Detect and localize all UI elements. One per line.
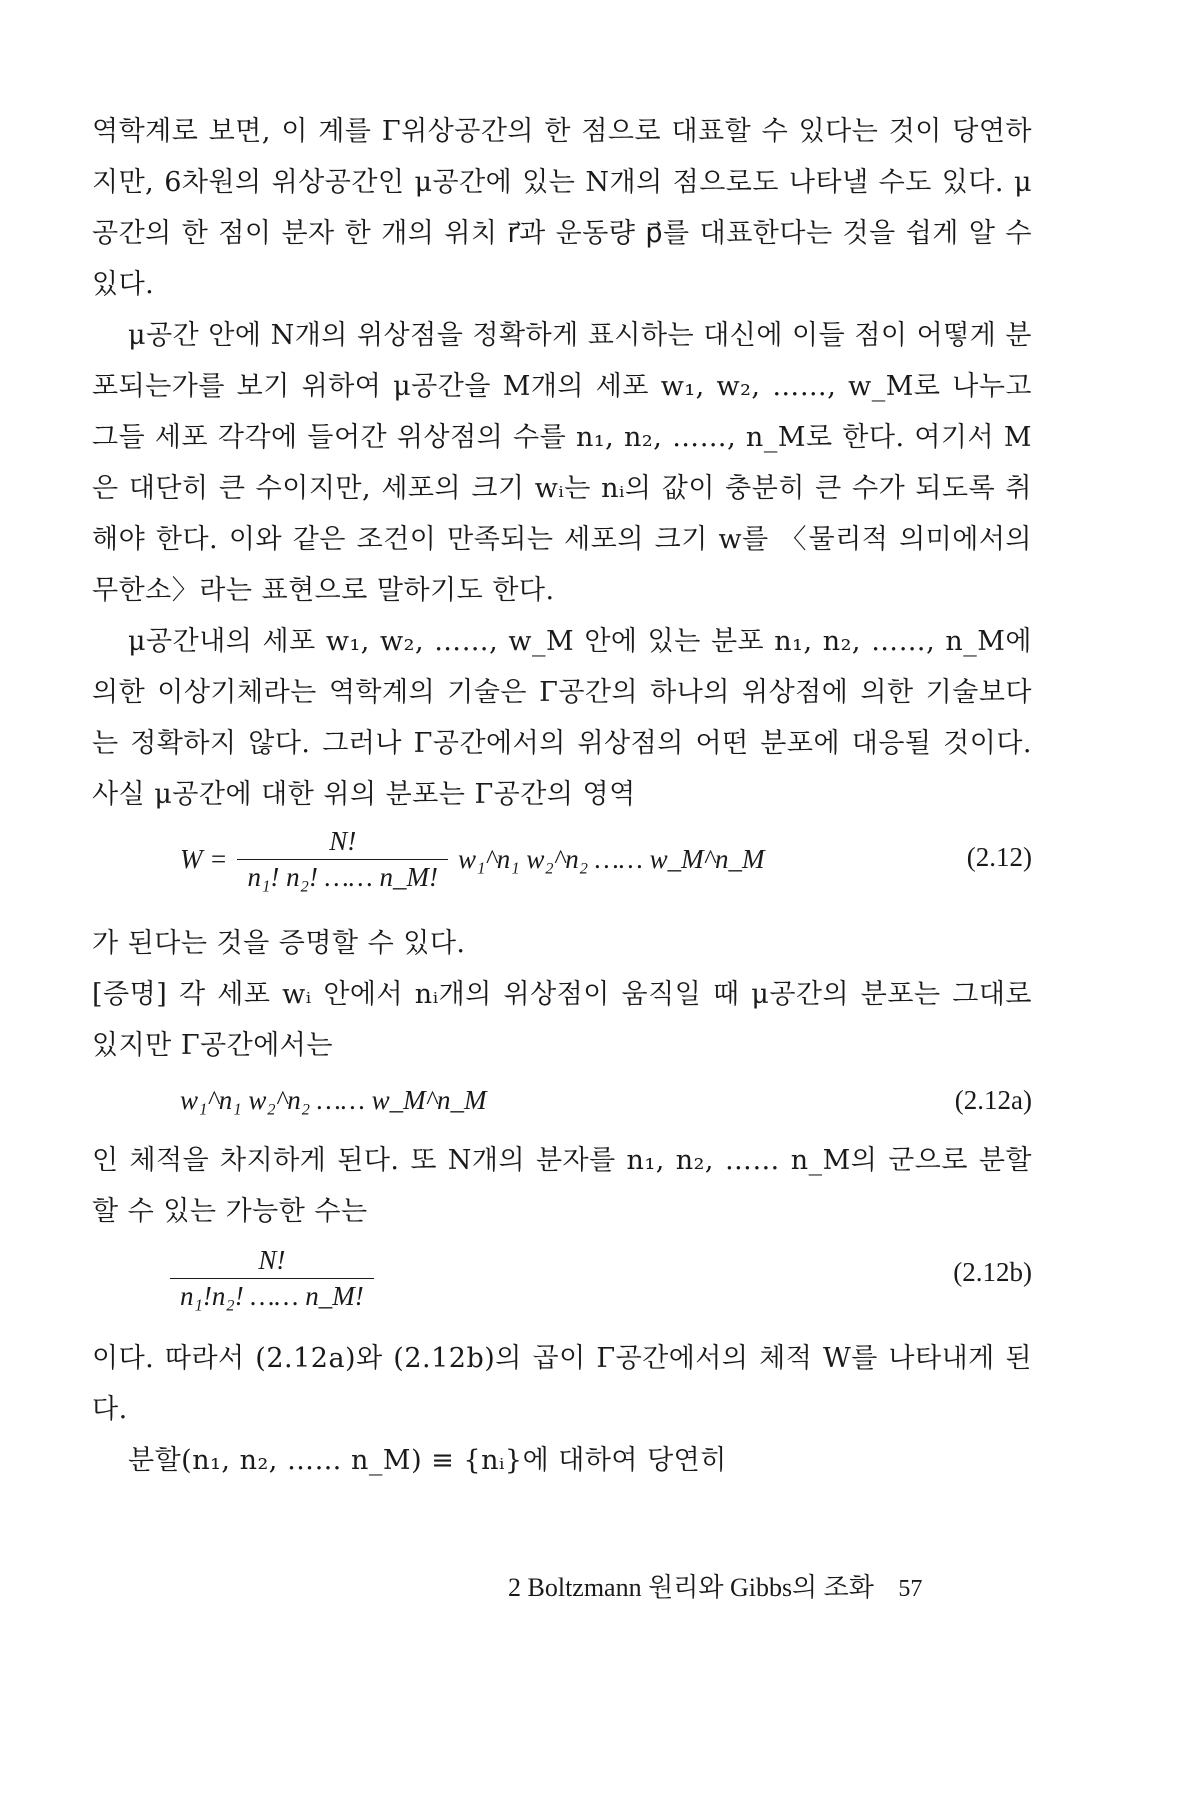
equation-numerator: N! (258, 1245, 286, 1275)
equation-2-12 (92, 820, 1032, 912)
equation-denominator: n₁! n₂! …… n_M! (237, 859, 448, 893)
equation-2-12b (92, 1237, 1032, 1329)
paragraph-4: 가 된다는 것을 증명할 수 있다. (92, 928, 466, 959)
equation-2-12a (92, 1071, 1032, 1135)
equation-denominator: n₁!n₂! …… n_M! (170, 1278, 374, 1312)
paragraph-2: μ공간 안에 N개의 위상점을 정확하게 표시하는 대신에 이들 점이 어떻게 분포되는가를 보기 위하여 μ공간을 M개의 세포 w₁, w₂, ……, w_M로 나누고 그들 세포 각각에 들어간 위상점의 수를 n₁, n₂, ……, n_M로 한다. 여기서 M은 대단히 큰 수이지만, 세포의 크기 wᵢ는 nᵢ의 값이 충분히 큰 수가 되도록 취해야 한다. 이와 같은 조건이 만족되는 세포의 크기 w를 〈물리적 의미에서의 무한소〉라는 표현으로 말하기도 한다. (92, 320, 1032, 606)
equation-fraction (237, 826, 448, 893)
paragraph-3: μ공간내의 세포 w₁, w₂, ……, w_M 안에 있는 분포 n₁, n₂, ……, n_M에 의한 이상기체라는 역학계의 기술은 Γ공간의 하나의 위상점에 의한 기술보다는 정확하지 않다. 그러나 Γ공간에서의 위상점의 어떤 분포에 대응될 것이다. 사실 μ공간에 대한 위의 분포는 Γ공간의 영역 (92, 626, 1032, 810)
paragraph-6: 인 체적을 차지하게 된다. 또 N개의 분자를 n₁, n₂, …… n_M의 군으로 분할할 수 있는 가능한 수는 (92, 1145, 1032, 1227)
paragraph-8: 분할(n₁, n₂, …… n_M) ≡ {nᵢ}에 대하여 당연히 (128, 1445, 727, 1476)
equation-number: (2.12) (966, 842, 1032, 872)
equation-number: (2.12a) (954, 1085, 1032, 1115)
equation-tail: w₁^n₁ w₂^n₂ …… w_M^n_M (457, 844, 765, 874)
equation-body: w₁^n₁ w₂^n₂ …… w_M^n_M (180, 1085, 487, 1115)
equation-numerator: N! (329, 826, 357, 856)
paragraph-1: 역학계로 보면, 이 계를 Γ위상공간의 한 점으로 대표할 수 있다는 것이 당연하지만, 6차원의 위상공간인 μ공간에 있는 N개의 점으로도 나타낼 수도 있다. μ공간의 한 점이 분자 한 개의 위치 r⃗과 운동량 p⃗를 대표한다는 것을 쉽게 알 수 있다. (92, 116, 1032, 300)
equation-number: (2.12b) (953, 1257, 1032, 1287)
paragraph-5: [증명] 각 세포 wᵢ 안에서 nᵢ개의 위상점이 움직일 때 μ공간의 분포는 그대로 있지만 Γ공간에서는 (92, 979, 1032, 1061)
page-footer (508, 1567, 922, 1604)
running-title: 2 Boltzmann 원리와 Gibbs의 조화 (508, 1573, 874, 1602)
page-body (92, 106, 1032, 1486)
paragraph-7: 이다. 따라서 (2.12a)와 (2.12b)의 곱이 Γ공간에서의 체적 W를 나타내게 된다. (92, 1343, 1032, 1425)
equation-lhs: W = (180, 844, 228, 874)
equation-fraction (170, 1245, 374, 1312)
page-number: 57 (898, 1576, 923, 1602)
